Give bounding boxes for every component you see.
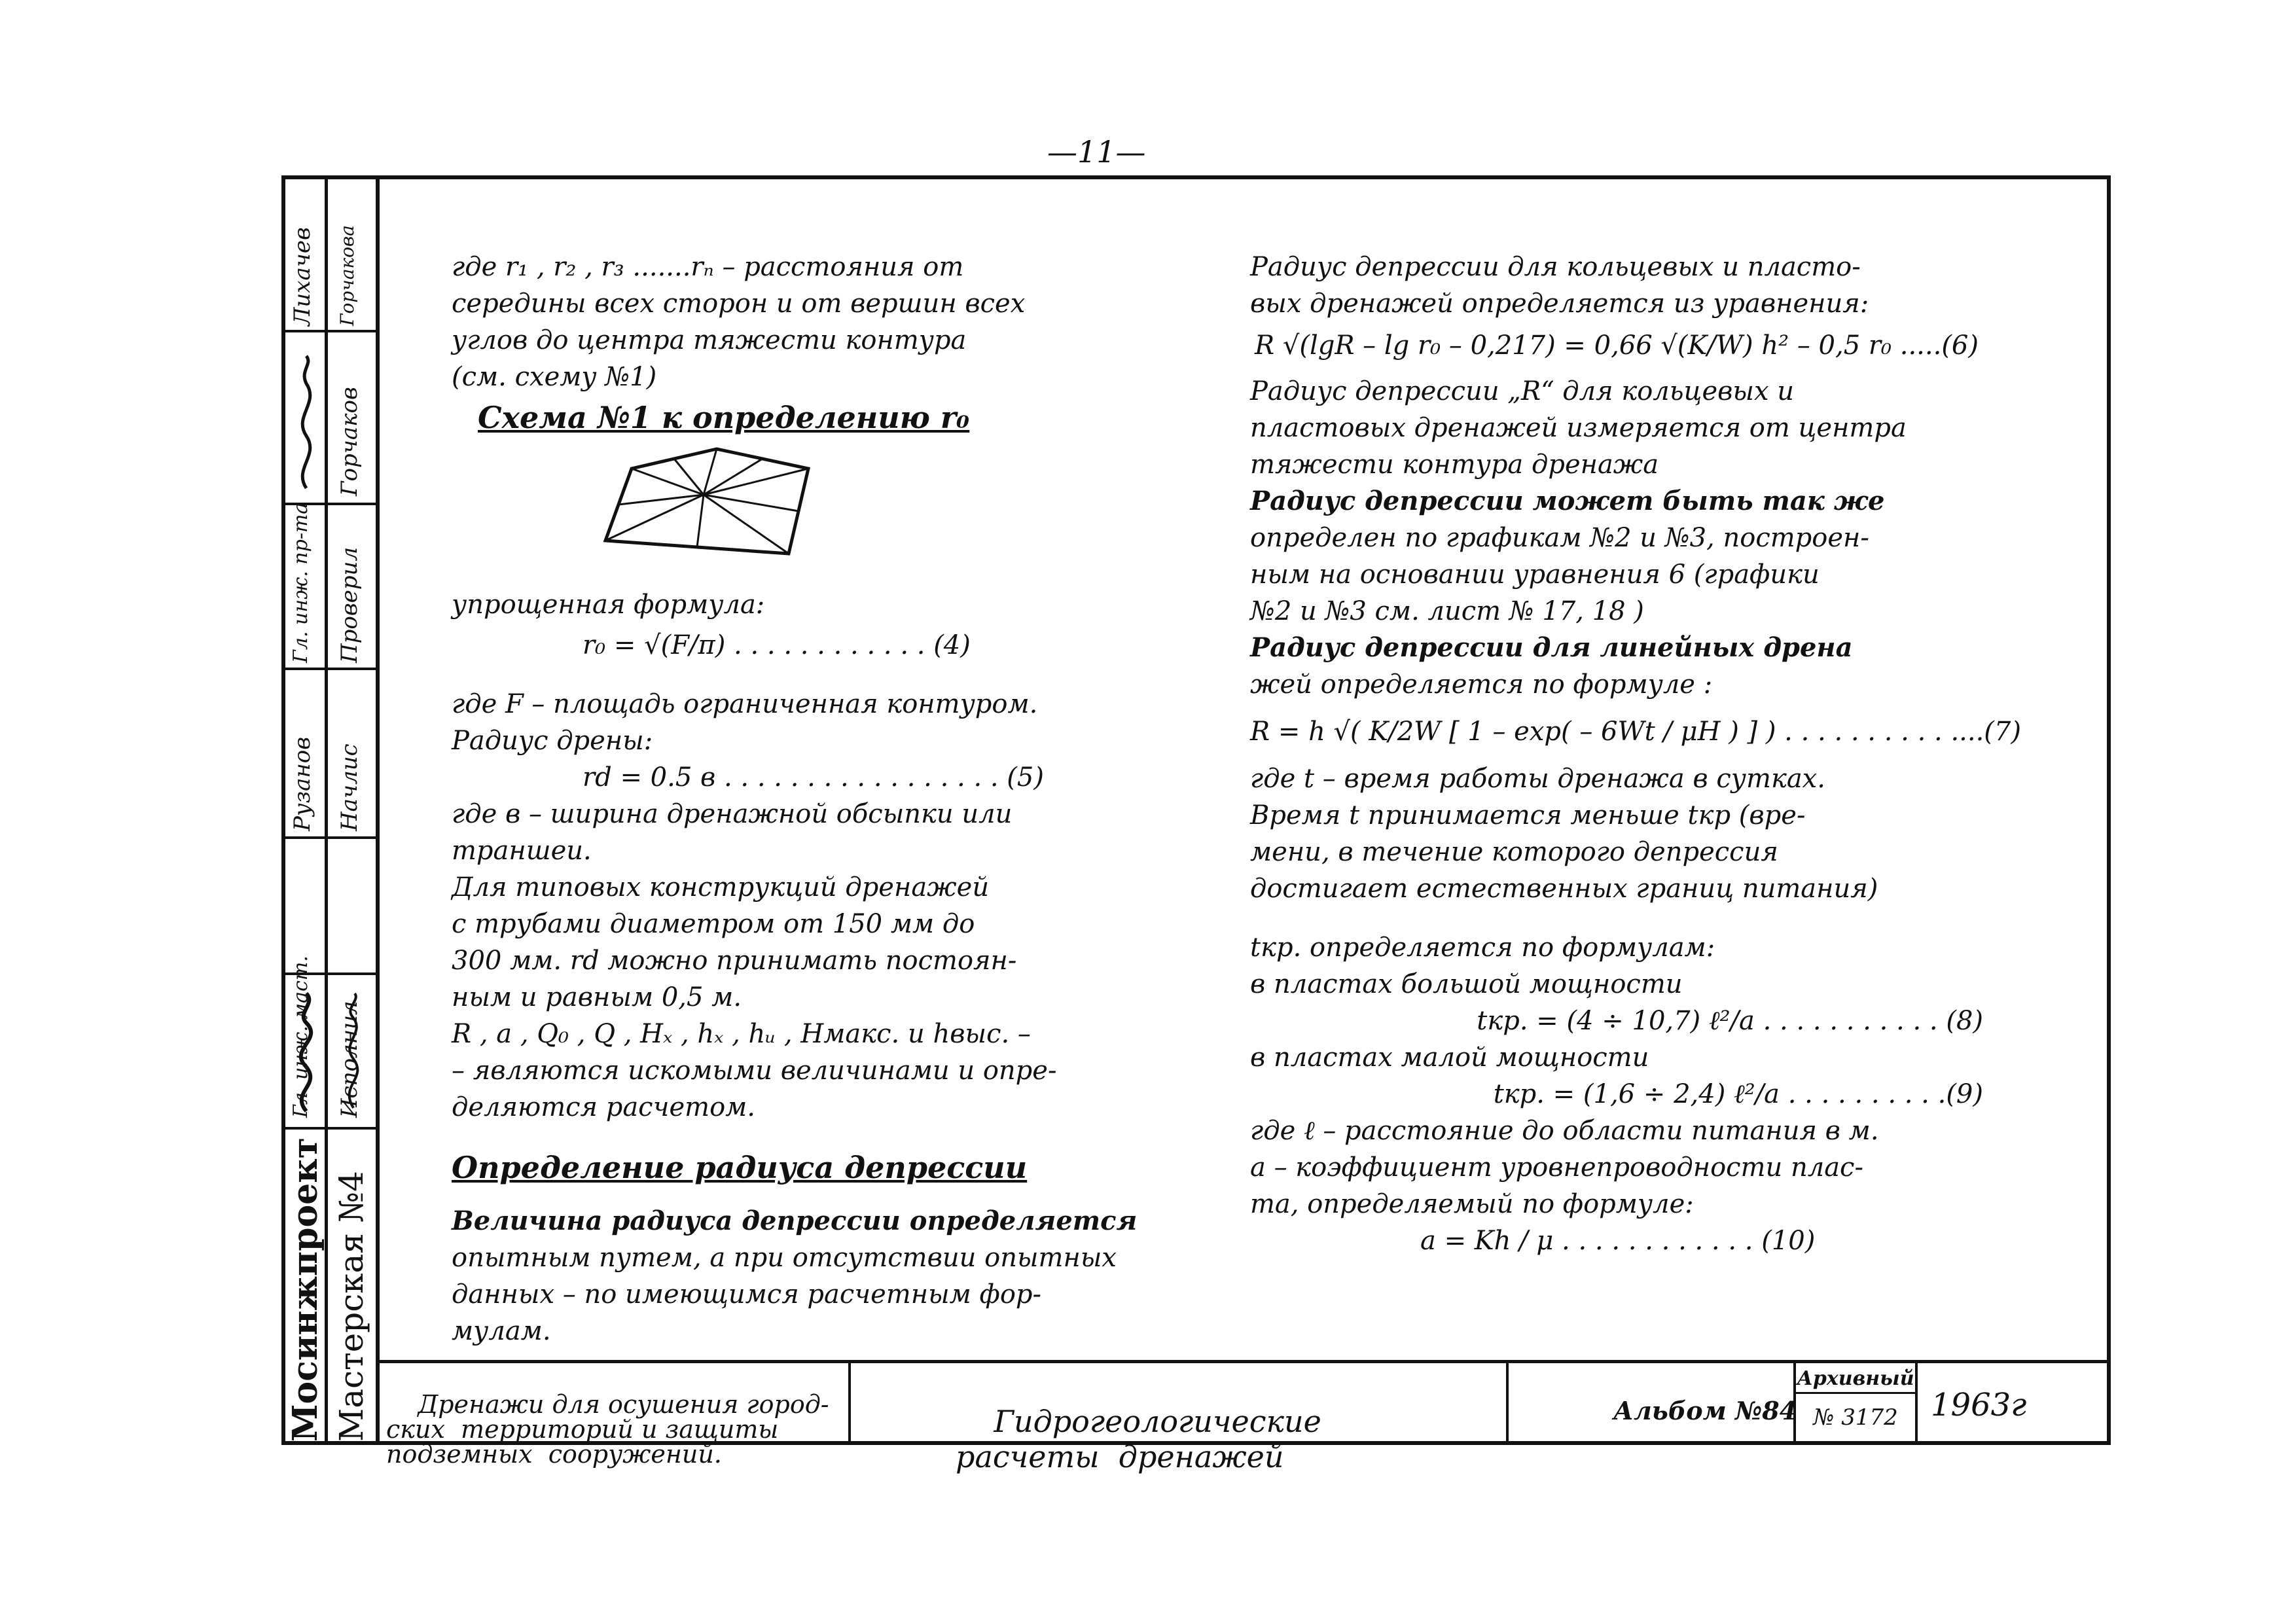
text-line: где r₁ , r₂ , r₃ .......rₙ – расстояния от xyxy=(452,252,964,282)
text-line: пластовых дренажей измеряется от центра xyxy=(1250,413,1907,443)
text-line: где t – время работы дренажа в сутках. xyxy=(1250,764,1825,794)
text-line: мулам. xyxy=(452,1316,551,1346)
workshop-name: Мастерская №4 xyxy=(332,1171,370,1442)
year-cell xyxy=(1918,1363,2107,1444)
text-line: R , a , Q₀ , Q , Hₓ , hₓ , hᵤ , Hмакс. и hвыс. – xyxy=(452,1019,1031,1049)
text-line: жей определяется по формуле : xyxy=(1250,669,1713,700)
text-line: ным на основании уравнения 6 (графики xyxy=(1250,560,1820,590)
stamp-name: Горчакова xyxy=(336,225,358,326)
text-line: данных – по имеющимся расчетным фор- xyxy=(452,1279,1042,1310)
formula-8: tкр. = (4 ÷ 10,7) ℓ²/a . . . . . . . . . . . (8) xyxy=(1477,1006,1983,1036)
formula-7: R = h √( K/2W [ 1 – exp( – 6Wt / μH ) ] ) . . . . . . . . . . ....(7) xyxy=(1250,717,2021,747)
text-line: Радиус депрессии может быть так же xyxy=(1250,486,1885,516)
stamp-name: Горчаков xyxy=(336,387,363,496)
stamp-name: Лихачев xyxy=(289,227,315,326)
text-line: Радиус депрессии для линейных дрена xyxy=(1250,632,1853,663)
project-title-cell xyxy=(380,1363,851,1469)
text-line: №2 и №3 см. лист № 17, 18 ) xyxy=(1250,596,1644,626)
text-line: определен по графикам №2 и №3, построен- xyxy=(1250,523,1869,553)
stamp-role: Гл. инж. пр-та xyxy=(289,502,312,663)
sheet-title-cell xyxy=(851,1363,1509,1474)
text-line: – являются искомыми величинами и опре- xyxy=(452,1056,1057,1086)
text-line: углов до центра тяжести контура xyxy=(452,325,967,355)
text-line: с трубами диаметром от 150 мм до xyxy=(452,909,975,939)
archive-label: Архивный xyxy=(1797,1367,1914,1390)
text-line: траншеи. xyxy=(452,836,592,866)
text-line: Время t принимается меньше tкр (вре- xyxy=(1250,800,1806,830)
formula-4: r₀ = √(F/π) . . . . . . . . . . . . (4) xyxy=(583,630,971,660)
text-line: Величина радиуса депрессии определяется xyxy=(452,1205,1138,1236)
text-line: Для типовых конструкций дренажей xyxy=(452,872,990,902)
text-line: опытным путем, а при отсутствии опытных xyxy=(452,1243,1117,1273)
side-stamp xyxy=(281,175,380,1445)
text-line: (см. схему №1) xyxy=(452,362,657,392)
right-column xyxy=(1250,249,2021,1259)
album-cell xyxy=(1509,1363,1797,1444)
text-line: та, определяемый по формуле: xyxy=(1250,1189,1694,1219)
text-line: a – коэффициент уровнепроводности плас- xyxy=(1250,1152,1863,1183)
text-line: где F – площадь ограниченная контуром. xyxy=(452,689,1038,719)
left-column xyxy=(452,249,1224,1349)
formula-6: R √(lgR – lg r₀ – 0,217) = 0,66 √(K/W) h² – 0,5 r₀ .....(6) xyxy=(1255,330,1979,361)
text-line: середины всех сторон и от вершин всех xyxy=(452,289,1026,319)
text-line: Радиус депрессии для кольцевых и пласто- xyxy=(1250,252,1861,282)
org-name: Мосинжпроект xyxy=(285,1137,325,1442)
text-line: вых дренажей определяется из уравнения: xyxy=(1250,289,1869,319)
stamp-person: Начлис xyxy=(336,743,363,831)
formula-5: r𝑑 = 0.5 в . . . . . . . . . . . . . . . . . (5) xyxy=(583,762,1044,793)
album-label: Альбом №84 xyxy=(1613,1396,1797,1425)
text-line: 300 мм. r𝑑 можно принимать постоян- xyxy=(452,946,1017,976)
signature-3 xyxy=(334,987,373,1118)
text-line: тяжести контура дренажа xyxy=(1250,450,1659,480)
archive-divider xyxy=(1793,1392,1918,1394)
text-line: Радиус дрены: xyxy=(452,726,653,756)
stamp-role: Гл. инж. маст. xyxy=(289,955,312,1118)
contour-scheme-diagram xyxy=(592,442,828,573)
scheme-title: Схема №1 к определению r₀ xyxy=(478,400,970,435)
archive-number: № 3172 xyxy=(1813,1404,1898,1431)
text-line: в пластах малой мощности xyxy=(1250,1043,1649,1073)
text-line: в пластах большой мощности xyxy=(1250,969,1683,999)
text-line: где ℓ – расстояние до области питания в м. xyxy=(1250,1116,1879,1146)
signature-2 xyxy=(287,987,326,1118)
stamp-name: Рузанов xyxy=(289,736,315,831)
formula-9: tкр. = (1,6 ÷ 2,4) ℓ²/a . . . . . . . . . .(9) xyxy=(1493,1079,1983,1109)
text-line: мени, в течение которого депрессия xyxy=(1250,837,1778,867)
archive-cell xyxy=(1793,1363,1918,1444)
text-line: Радиус депрессии „R“ для кольцевых и xyxy=(1250,376,1795,406)
text-line: где в – ширина дренажной обсыпки или xyxy=(452,799,1013,829)
page-number: —11— xyxy=(1047,134,1146,169)
signature-1 xyxy=(287,351,326,495)
text-line: упрощенная формула: xyxy=(452,590,765,620)
sheet-title: Гидрогеологические расчеты дренажей xyxy=(956,1404,1321,1474)
title-block xyxy=(380,1360,2107,1474)
section-heading: Определение радиуса депрессии xyxy=(452,1150,1028,1185)
text-line: tкр. определяется по формулам: xyxy=(1250,933,1715,963)
text-line: ным и равным 0,5 м. xyxy=(452,982,742,1012)
year-label: 1963г xyxy=(1931,1387,2027,1423)
formula-10: a = Kh / μ . . . . . . . . . . . . (10) xyxy=(1420,1226,1816,1256)
text-line: достигает естественных границ питания) xyxy=(1250,874,1878,904)
stamp-person: Исполнил xyxy=(336,1001,363,1118)
project-title: Дренажи для осушения город- ских территорий и защиты подземных сооружений. xyxy=(386,1390,829,1469)
stamp-person: Проверил xyxy=(336,546,363,663)
text-line: деляются расчетом. xyxy=(452,1092,756,1122)
